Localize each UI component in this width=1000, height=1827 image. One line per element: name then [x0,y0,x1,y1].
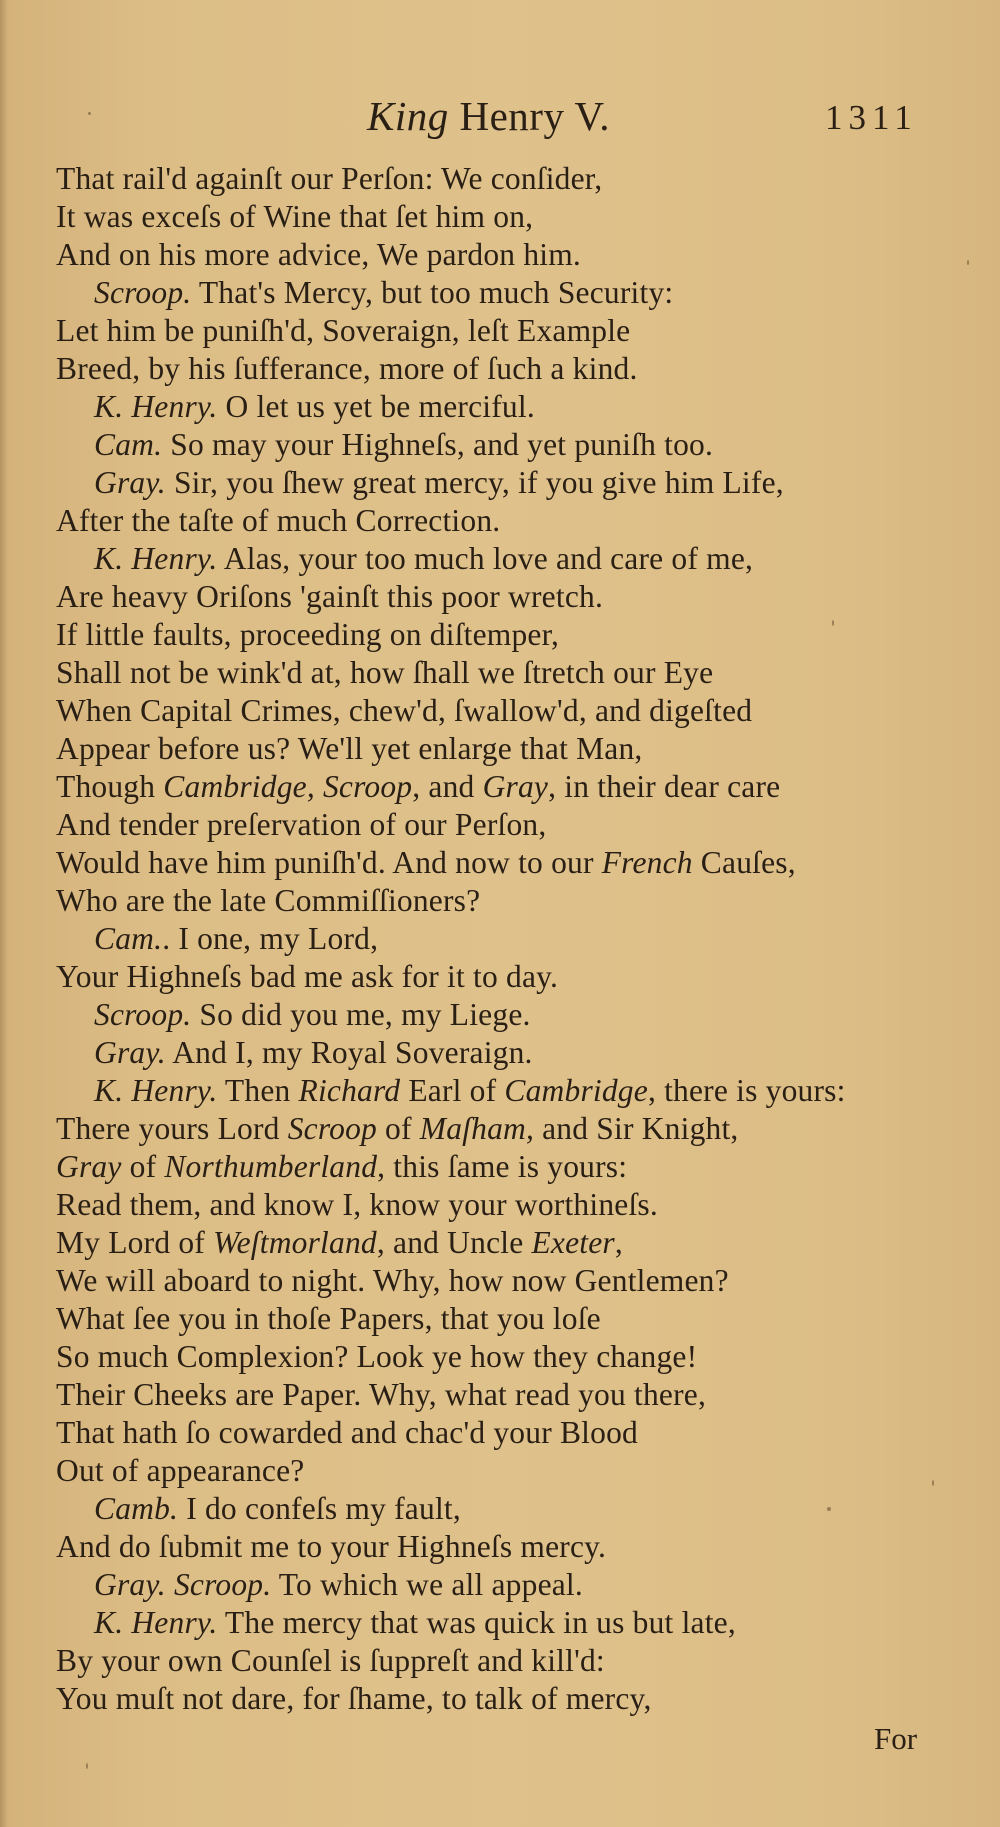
text: I do confeſs my fault, [178,1491,461,1526]
verse-line [56,1680,936,1718]
verse-line [56,1338,936,1376]
italic-text: Cam. [94,921,163,956]
text: My Lord of [56,1225,214,1260]
italic-text: French [601,845,693,880]
italic-text: Gray. [94,465,166,500]
text: Are heavy Oriſons 'gainſt this poor wretch. [56,579,604,614]
verse-line [56,1376,936,1414]
verse-line [56,1262,936,1300]
verse-line [56,730,936,768]
verse-line [56,1034,936,1072]
text: Their Cheeks are Paper. Why, what read you there, [56,1377,707,1412]
italic-text: Maſham, [419,1111,535,1146]
text: , there is yours: [647,1073,846,1108]
italic-text: K. Henry. [94,541,218,576]
verse-line [56,578,936,616]
text: Sir, you ſhew great mercy, if you give him Life, [165,465,784,500]
text: You muſt not dare, for ſhame, to talk of mercy, [56,1681,652,1716]
verse-line [56,160,936,198]
italic-text: Gray. Scroop. [94,1567,272,1602]
italic-text: Richard [298,1073,401,1108]
verse-line [56,1642,936,1680]
verse-line [56,1528,936,1566]
text: Then [217,1073,299,1108]
italic-text: Cambridge, [163,769,315,804]
italic-text: Camb. [94,1491,179,1526]
text: Earl of [400,1073,505,1108]
verse-line [56,1186,936,1224]
verse-line [56,426,936,464]
text: Let him be puniſh'd, Soveraign, leſt Example [56,313,631,348]
text: Though [56,769,164,804]
verse-line [56,1072,936,1110]
text: , and [412,769,483,804]
verse-line [56,1566,936,1604]
text: , in their dear care [548,769,781,804]
verse-line [56,958,936,996]
text: Out of appearance? [56,1453,305,1488]
text: and Sir Knight, [534,1111,739,1146]
italic-text: Scroop. [94,275,192,310]
text: What ſee you in thoſe Papers, that you loſe [56,1301,601,1336]
text: O let us yet be merciful. [217,389,535,424]
text: It was exceſs of Wine that ſet him on, [56,199,534,234]
italic-text: Scroop [322,769,413,804]
verse-line [56,274,936,312]
text: Appear before us? We'll yet enlarge that Man, [56,731,643,766]
italic-text: Weſtmorland [213,1225,377,1260]
italic-text: Northumberland [164,1149,378,1184]
verse-line [56,920,936,958]
text: of [121,1149,165,1184]
text: So did you me, my Liege. [191,997,531,1032]
verse-line [56,502,936,540]
verse-line [56,616,936,654]
text: Your Highneſs bad me ask for it to day. [56,959,559,994]
text: , this ſame is yours: [377,1149,628,1184]
text: Cauſes, [692,845,796,880]
text: And tender preſervation of our Perſon, [56,807,547,842]
ink-speck [832,620,834,626]
ink-speck [86,1763,88,1769]
verse-block [56,160,936,1718]
italic-text: Cambridge [504,1073,648,1108]
page-header [0,92,1000,152]
verse-line [56,1604,936,1642]
running-title-italic: King [367,93,449,139]
verse-line [56,464,936,502]
verse-line [56,312,936,350]
text: That rail'd againſt our Perſon: We conſider, [56,161,603,196]
page-edge-shadow [0,0,8,1827]
text: By your own Counſel is ſuppreſt and kill'd: [56,1643,605,1678]
text: When Capital Crimes, chew'd, ſwallow'd, and digeſted [56,693,753,728]
verse-line [56,692,936,730]
verse-line [56,1452,936,1490]
text: And on his more advice, We pardon him. [56,237,581,272]
running-title [367,92,610,140]
text: That hath ſo cowarded and chac'd your Blood [56,1415,638,1450]
ink-speck [932,1480,934,1486]
text: So much Complexion? Look ye how they change! [56,1339,698,1374]
verse-line [56,1490,936,1528]
text: Would have him puniſh'd. And now to our [56,845,602,880]
italic-text: Gray. [94,1035,166,1070]
ink-speck [88,112,91,115]
verse-line [56,1224,936,1262]
text: The mercy that was quick in us but late, [217,1605,736,1640]
page-number: 1311 [825,98,918,137]
verse-line [56,1414,936,1452]
italic-text: K. Henry. [94,1605,218,1640]
catchword: For [874,1721,918,1756]
italic-text: Scroop. [94,997,192,1032]
verse-line [56,806,936,844]
text: Who are the late Commiſſioners? [56,883,481,918]
text: If little faults, proceeding on diſtemper, [56,617,560,652]
text: After the taſte of much Correction. [56,503,501,538]
text: There yours Lord [56,1111,288,1146]
text: Shall not be wink'd at, how ſhall we ſtretch our Eye [56,655,714,690]
verse-line [56,388,936,426]
italic-text: Gray [482,769,549,804]
italic-text: Exeter [531,1225,615,1260]
text: And do ſubmit me to your Highneſs mercy. [56,1529,607,1564]
text: , and Uncle [376,1225,532,1260]
verse-line [56,540,936,578]
verse-line [56,198,936,236]
italic-text: Gray [56,1149,122,1184]
verse-line [56,996,936,1034]
text: . I one, my Lord, [162,921,379,956]
verse-line [56,654,936,692]
text: Breed, by his ſufferance, more of ſuch a kind. [56,351,638,386]
text: Read them, and know I, know your worthineſs. [56,1187,658,1222]
ink-speck [827,1507,831,1511]
verse-line [56,350,936,388]
text: Alas, your too much love and care of me, [217,541,754,576]
ink-speck [967,260,969,265]
italic-text: K. Henry. [94,1073,218,1108]
text: , [614,1225,623,1260]
text: of [376,1111,420,1146]
italic-text: Scroop [287,1111,377,1146]
text: That's Mercy, but too much Security: [191,275,674,310]
verse-line [56,844,936,882]
italic-text: Cam. [94,427,163,462]
verse-line [56,882,936,920]
verse-line [56,768,936,806]
text: So may your Highneſs, and yet puniſh too. [162,427,714,462]
verse-line [56,1110,936,1148]
text [315,769,323,804]
italic-text: K. Henry. [94,389,218,424]
text: And I, my Royal Soveraign. [165,1035,533,1070]
verse-line [56,236,936,274]
text: We will aboard to night. Why, how now Gentlemen? [56,1263,729,1298]
verse-line [56,1148,936,1186]
text: To which we all appeal. [271,1567,583,1602]
verse-line [56,1300,936,1338]
running-title-roman: Henry V. [459,93,611,139]
